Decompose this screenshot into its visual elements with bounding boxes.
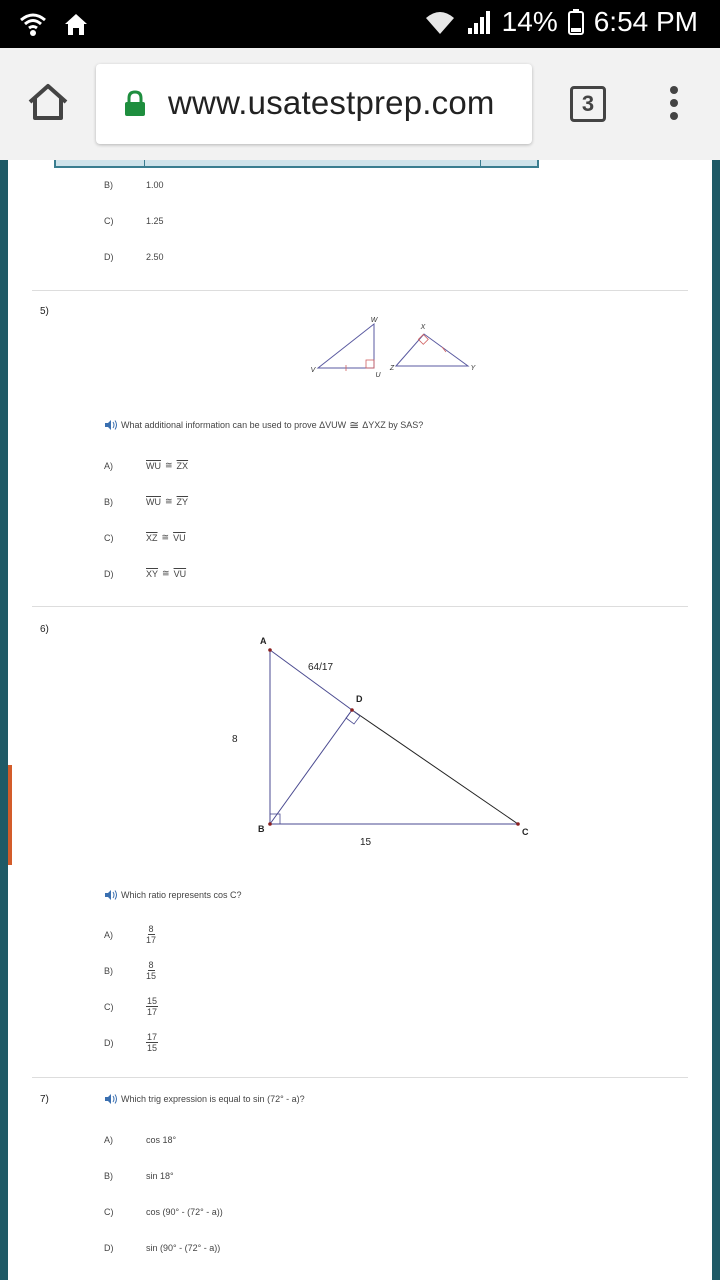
segment-left: $\overline{XY}$ [146,568,159,579]
choice-value: sin 18° [146,1171,174,1181]
question-text-start: What additional information can be used to prove ΔVUW [121,420,347,430]
choice-value: cos 18° [146,1135,177,1145]
fraction-numerator: 15 [147,996,158,1006]
page-content [8,160,712,1280]
label-b: B [258,824,265,834]
answer-choice[interactable] [104,1135,176,1145]
fraction [146,1032,158,1053]
choice-letter: C) [104,532,114,543]
question-text [104,890,242,900]
choice-letter: D) [104,568,114,579]
question-text-body: Which ratio represents cos C? [121,890,242,900]
answer-choice[interactable] [104,532,186,543]
divider [32,606,688,607]
divider [32,1077,688,1078]
wifi-icon [424,8,456,36]
fraction [146,924,156,945]
left-edge-marker [8,765,12,865]
label-u: U [375,372,381,379]
label-c: C [522,827,529,837]
choice-letter: A) [104,1135,113,1145]
battery-charging-icon [568,8,584,36]
choice-letter: A) [104,929,113,940]
choice-letter: B) [104,496,113,507]
fraction-numerator: 8 [148,960,154,970]
answer-choice[interactable] [104,924,156,945]
label-y: Y [470,365,476,372]
choice-letter: B) [104,1171,113,1181]
answer-choice[interactable] [104,1032,158,1053]
tab-switcher-button[interactable]: 3 [570,86,606,122]
status-bar [0,0,720,48]
fraction-denominator: 15 [146,971,157,981]
segment-right: $\overline{ZX}$ [176,460,189,471]
congruent-symbol: ≅ [162,568,170,578]
fraction-numerator: 8 [148,924,154,934]
fraction [146,960,156,981]
answer-choice[interactable] [104,1207,223,1217]
segment-left: $\overline{WU}$ [146,460,161,471]
url-text: www.usatestprep.com [168,84,495,121]
answer-choice[interactable] [104,1243,220,1253]
fraction-denominator: 17 [146,935,157,945]
label-d: D [356,694,363,704]
choice-letter: B) [104,180,113,190]
label-a: A [260,636,267,646]
fraction-denominator: 17 [147,1007,158,1017]
answer-choice[interactable] [104,216,164,226]
choice-letter: B) [104,965,113,976]
table-fragment [54,160,539,168]
label-bc: 15 [360,837,372,848]
question-text-body: Which trig expression is equal to sin (72° - a)? [121,1094,305,1104]
answer-choice[interactable] [104,252,164,262]
segment-right: $\overline{VU}$ [173,568,187,579]
label-x: X [420,324,426,331]
signal-icon [466,8,492,36]
choice-letter: D) [104,1243,114,1253]
congruent-symbol: ≅ [161,532,170,542]
question-text-end: ΔYXZ by SAS? [362,420,424,430]
choice-value: 1.00 [146,180,164,190]
choice-letter: C) [104,216,114,226]
congruent-symbol: ≅ [165,496,173,506]
wifi-call-icon [18,10,48,38]
divider [32,290,688,291]
answer-choice[interactable] [104,568,186,579]
speaker-icon[interactable] [104,1094,118,1104]
speaker-icon[interactable] [104,420,118,430]
answer-choice[interactable] [104,996,158,1017]
segment-left: $\overline{WU}$ [146,496,161,507]
question-text [104,418,423,432]
question-number: 6) [40,624,49,635]
overflow-menu-icon[interactable] [666,86,682,126]
question-number: 7) [40,1094,49,1105]
choice-value: 1.25 [146,216,164,226]
fraction-numerator: 17 [147,1032,158,1042]
answer-choice[interactable] [104,1171,174,1181]
fraction [146,996,158,1017]
lock-icon [124,90,146,118]
answer-choice[interactable] [104,180,164,190]
choice-value: sin (90° - (72° - a)) [146,1243,221,1253]
choice-letter: D) [104,1037,114,1048]
choice-letter: A) [104,460,113,471]
question-number: 5) [40,306,49,317]
answer-choice[interactable] [104,496,188,507]
battery-percent: 14% [501,6,558,37]
segment-right: $\overline{VU}$ [173,532,186,543]
label-w: W [370,317,378,324]
choice-letter: C) [104,1207,114,1217]
clock: 6:54 PM [593,6,698,37]
label-ab: 8 [232,734,238,745]
answer-choice[interactable] [104,460,188,471]
speaker-icon[interactable] [104,890,118,900]
browser-toolbar [0,48,720,160]
label-ad: 64/17 [308,662,334,673]
answer-choice[interactable] [104,960,156,981]
congruent-symbol: ≅ [165,460,173,470]
home-status-icon [62,10,90,38]
segment-right: $\overline{ZY}$ [176,496,189,507]
congruent-symbol: ≅ [349,418,360,432]
choice-value: cos (90° - (72° - a)) [146,1207,223,1217]
home-icon[interactable] [26,82,70,122]
choice-value: 2.50 [146,252,164,262]
choice-letter: C) [104,1001,114,1012]
label-v: V [310,367,316,374]
label-z: Z [389,365,395,372]
question-text [104,1094,305,1104]
fraction-denominator: 15 [147,1043,158,1053]
segment-left: $\overline{XZ}$ [146,532,158,543]
choice-letter: D) [104,252,114,262]
q5-figure [304,314,484,384]
address-bar[interactable] [96,64,532,144]
q6-figure [218,632,558,852]
